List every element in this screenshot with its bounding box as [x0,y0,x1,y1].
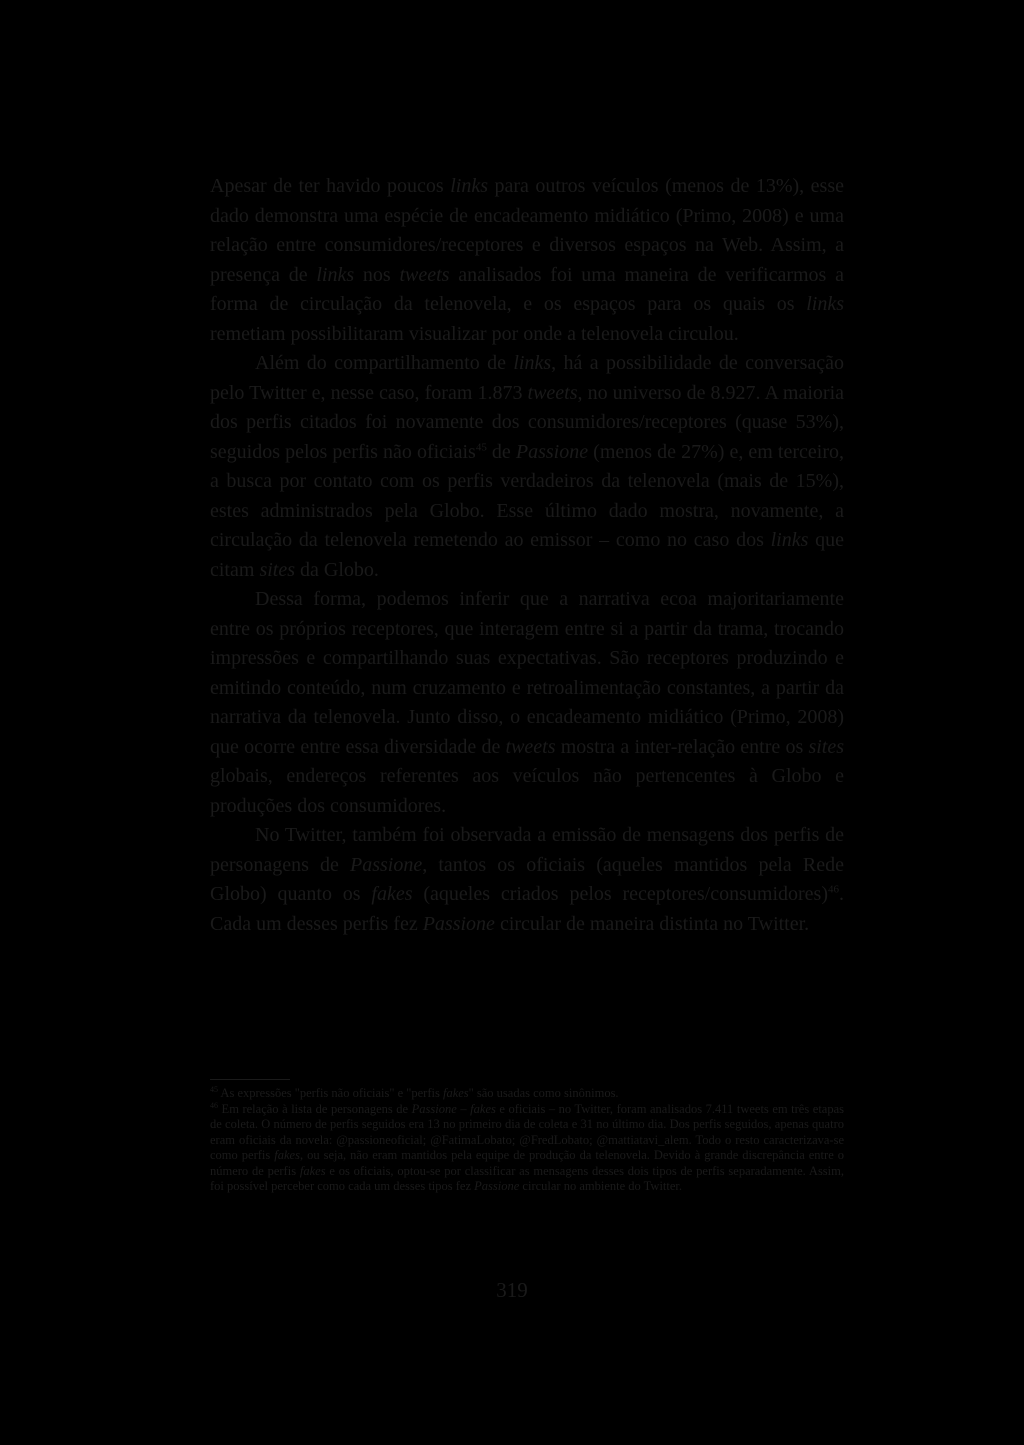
italic-term: fakes [274,1148,300,1162]
text-run: circular no ambiente do Twitter. [519,1179,683,1193]
italic-term: tweets [527,381,578,404]
italic-term: links [513,352,552,374]
text-run: e oficiais – no Twitter, foram analisados 7.411 tweets em três etapas de coleta. O número de perfis seguidos era 13 no primeiro dia de coleta e 31 no último dia. Dos perfis seguidos, apenas quatro eram oficiais da novela: @passioneoficial; @FatimaLobato; @FredLobato; @mattiatavi_alem. Todo o resto caracterizava-se como perfis [210,1101,845,1162]
body-text [210,172,844,939]
italic-term: fakes [299,1163,326,1178]
text-run: (aqueles criados pelos receptores/consumidores) [412,883,828,905]
italic-term: links [316,263,355,286]
italic-term: Passione [411,1101,457,1116]
text-run: Em relação à lista de personagens de [218,1101,412,1116]
text-run: No Twitter, também foi observada a emissão de mensagens dos perfis de personagens de [210,824,844,876]
italic-term: Passione [515,440,589,463]
italic-term: fakes [371,883,413,905]
text-run: mostra a inter-relação entre os [555,735,809,758]
italic-term: sites [808,735,845,758]
text-run: , tantos os oficiais (aqueles mantidos pela Rede Globo) quanto os [210,853,844,905]
italic-term: fakes [470,1101,496,1116]
paragraph [210,172,844,349]
footnote-ref: 46 [827,883,839,896]
text-run: " são usadas como sinônimos. [468,1086,619,1100]
text-run: – [456,1101,471,1116]
footnote-ref: 45 [475,440,487,453]
text-run: para outros veículos (menos de 13%), esse dado demonstra uma espécie de encadeamento midiático (Primo, 2008) e uma relação entre consumidores/receptores e diversos espaços na Web. Assim, a presença de [210,175,844,286]
text-run: globais, endereços referentes aos veículos não pertencentes à Globo e produções dos consumidores. [210,765,844,817]
text-run: nos [354,263,400,286]
text-run: e os oficiais, optou-se por classificar as mensagens desses dois tipos de perfis separadamente. Assim, foi possível perceber como cada um desses tipos fez [210,1163,844,1193]
text-run: . Cada um desses perfis fez [210,883,844,935]
text-run: circular de maneira distinta no Twitter. [494,912,810,935]
text-run: As expressões "perfis não oficiais" e "perfis [218,1086,443,1100]
footnote-ref: 45 [210,1084,218,1094]
italic-term: fakes [442,1086,469,1100]
italic-term: tweets [505,735,556,758]
italic-term: sites [259,558,295,581]
text-run: Apesar de ter havido poucos [210,175,451,197]
paragraph [210,349,844,585]
paragraph [210,585,844,821]
footnote [210,1102,844,1195]
text-run: da Globo. [295,558,379,581]
page-number: 319 [496,1278,528,1302]
italic-term: tweets [399,263,450,286]
footnote-separator [210,1079,290,1080]
italic-term: links [770,529,809,551]
text-run: Dessa forma, podemos inferir que a narrativa ecoa majoritariamente entre os próprios receptores, que interagem entre si a partir da trama, trocando impressões e compartilhando suas expectativas. São receptores produzindo e emitindo conteúdo, num cruzamento e retroalimentação constantes, a partir da narrativa da telenovela. Junto disso, o encadeamento midiático (Primo, 2008) que ocorre entre essa diversidade de [210,588,844,758]
italic-term: Passione [474,1179,520,1193]
text-run: Além do compartilhamento de [255,352,514,374]
text-run: , há a possibilidade de conversação pelo Twitter e, nesse caso, foram 1.873 [210,352,844,404]
italic-term: Passione [350,853,423,876]
text-run: de [486,440,516,463]
italic-term: Passione [422,912,495,935]
text-run: remetiam possibilitaram visualizar por onde a telenovela circulou. [210,322,739,345]
text-run: analisados foi uma maneira de verificarmos a forma de circulação da telenovela, e os espaços para os quais os [210,263,844,315]
footnote-ref: 46 [210,1100,218,1110]
text-run: , no universo de 8.927. A maioria dos perfis citados foi novamente dos consumidores/receptores (quase 53%), seguidos pelos perfis não oficiais [210,381,845,463]
text-run: , ou seja, não eram mantidos pela equipe de produção da telenovela. Devido à grande discrepância entre o número de perfis [210,1148,845,1178]
text-run: (menos de 27%) e, em terceiro, a busca por contato com os perfis verdadeiros da telenovela (mais de 15%), estes administrados pela Globo. Esse último dado mostra, novamente, a circulação da telenovela remetendo ao emissor – como no caso dos [210,440,844,551]
paragraph [210,821,844,939]
italic-term: links [806,293,844,315]
footnote [210,1086,844,1102]
text-run: que citam [210,529,844,581]
italic-term: links [450,175,488,197]
footnotes [210,1086,844,1195]
